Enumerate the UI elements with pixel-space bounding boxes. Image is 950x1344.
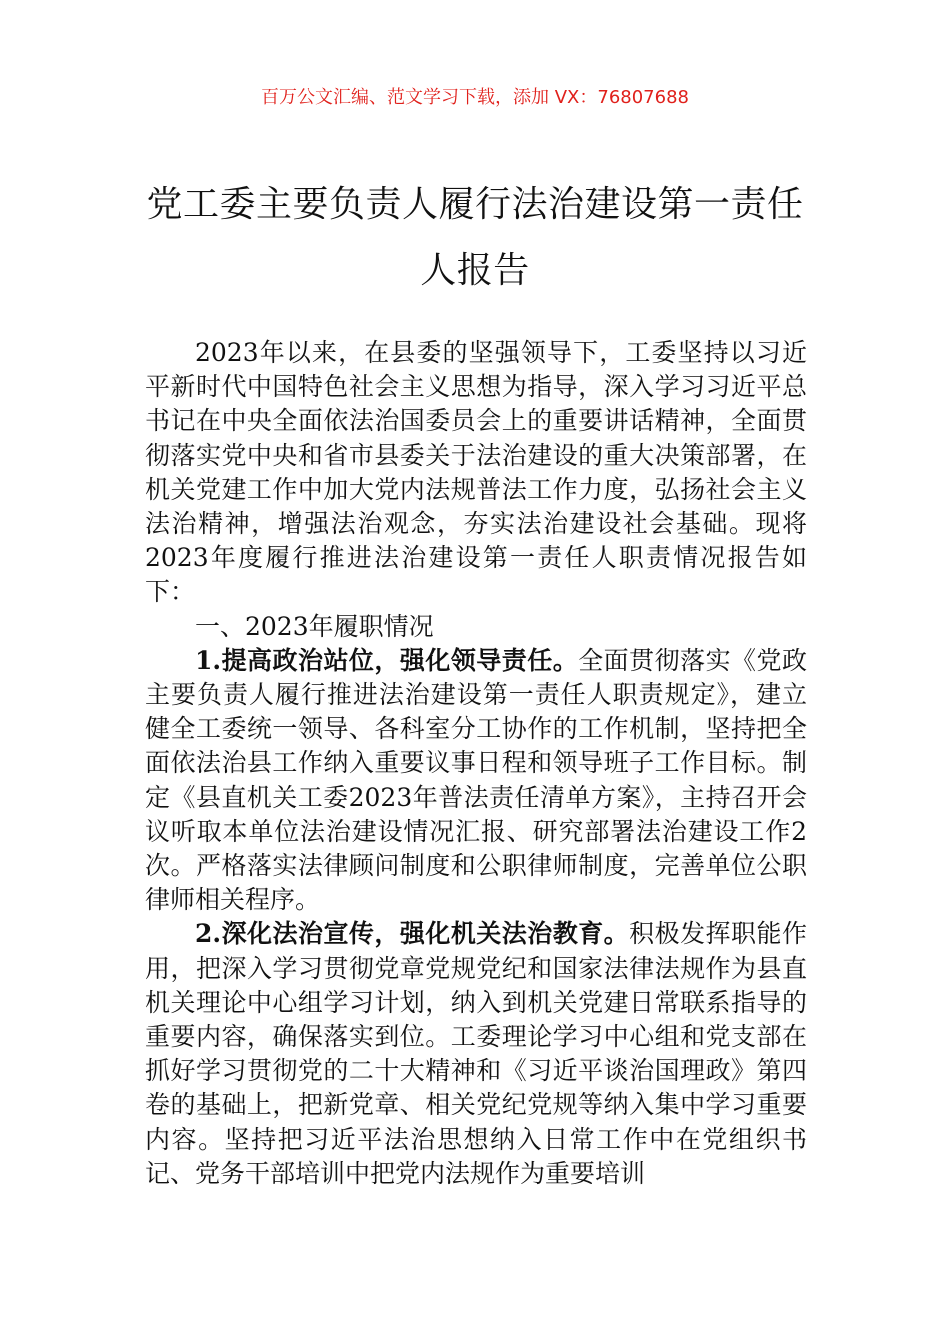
item-2-text: 积极发挥职能作用，把深入学习贯彻党章党规党纪和国家法律法规作为县直机关理论中心组学习计划，纳入到机关党建日常联系指导的重要内容，确保落实到位。工委理论学习中心组和党支部在抓好学习贯彻党的二十大精神和《习近平谈治国理政》第四卷的基础上，把新党章、相关党纪党规等纳入集中学习重要内容。坚持把习近平法治思想纳入日常工作中在党组织书记、党务干部培训中把党内法规作为重要培训	[145, 919, 807, 1188]
item-1-text: 全面贯彻落实《党政主要负责人履行推进法治建设第一责任人职责规定》，建立健全工委统一领导、各科室分工协作的工作机制，坚持把全面依法治县工作纳入重要议事日程和领导班子工作目标。制定《县直机关工委2023年普法责任清单方案》，主持召开会议听取本单位法治建设情况汇报、研究部署法治建设工作2次。严格落实法律顾问制度和公职律师制度，完善单位公职律师相关程序。	[145, 645, 807, 915]
section-heading: 一、2023年履职情况	[195, 611, 434, 641]
document-body	[145, 336, 807, 1191]
document-title: 党工委主要负责人履行法治建设第一责任人报告	[146, 184, 804, 291]
watermark-header: 百万公文汇编、范文学习下载，添加 VX：76807688	[261, 87, 689, 108]
item-2-paragraph	[145, 917, 807, 1191]
intro-paragraph: 2023年以来，在县委的坚强领导下，工委坚持以习近平新时代中国特色社会主义思想为指导，深入学习习近平总书记在中央全面依法治国委员会上的重要讲话精神，全面贯彻落实党中央和省市县委关于法治建设的重大决策部署，在机关党建工作中加大党内法规普法工作力度，弘扬社会主义法治精神，增强法治观念，夯实法治建设社会基础。现将2023年度履行推进法治建设第一责任人职责情况报告如下：	[145, 338, 807, 607]
item-1-paragraph	[145, 644, 807, 918]
item-1-title: 1.提高政治站位，强化领导责任。	[195, 645, 579, 675]
item-2-title: 2.深化法治宣传，强化机关法治教育。	[195, 919, 630, 949]
